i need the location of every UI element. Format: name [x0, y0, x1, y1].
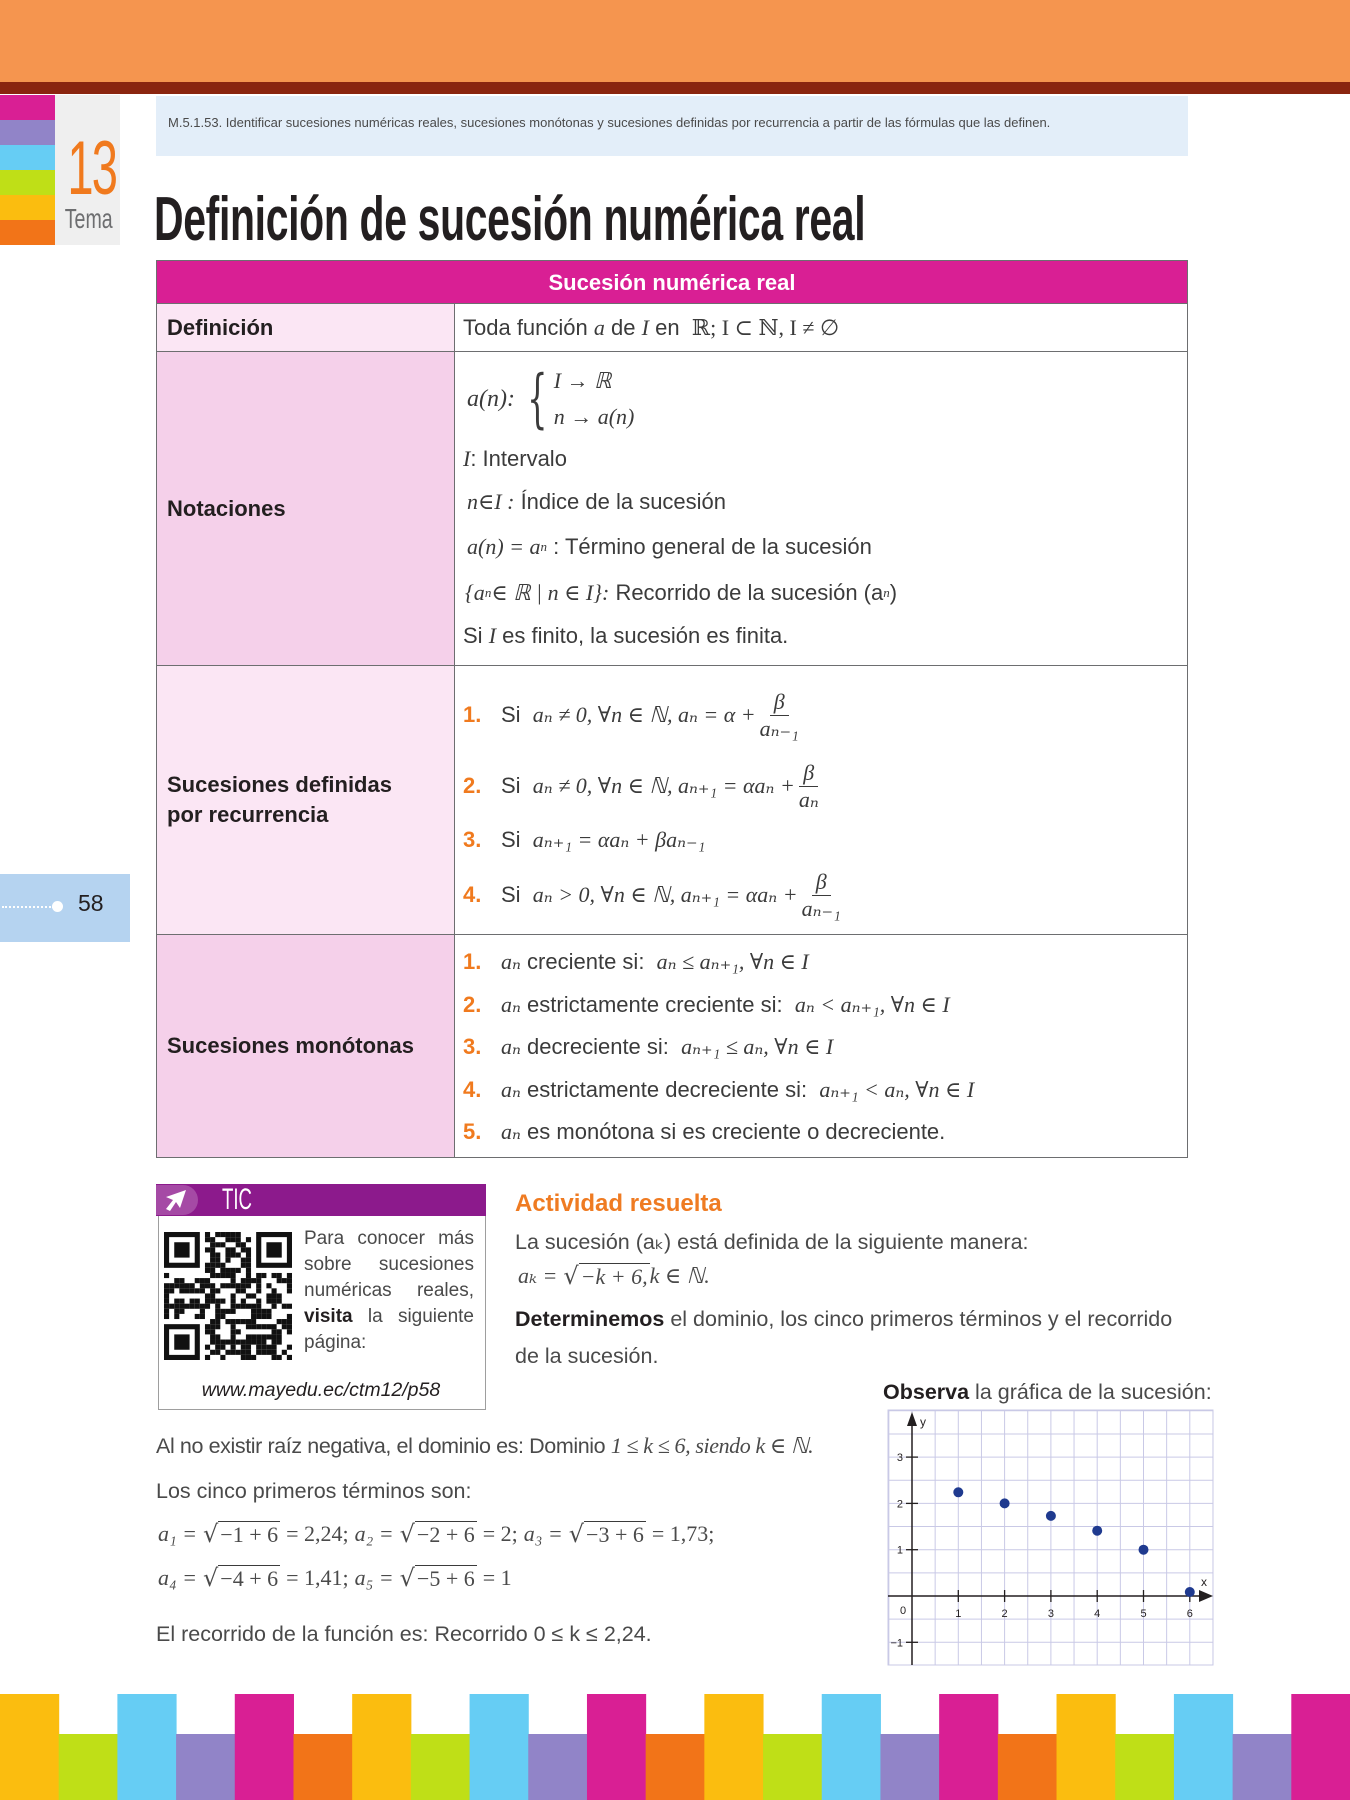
- x-tick-label: 3: [1047, 1608, 1054, 1620]
- qr-code-icon[interactable]: [164, 1232, 292, 1360]
- radicand: −4 + 6: [220, 1565, 279, 1591]
- def-math: ℝ; I ⊂ ℕ, I ≠ ∅: [691, 314, 840, 340]
- sqrt: [569, 1521, 646, 1548]
- stripe: [1174, 1694, 1233, 1800]
- row-content: [455, 666, 1187, 934]
- tic-url-link[interactable]: www.mayedu.ec/ctm12/p58: [201, 1379, 441, 1401]
- text: la siguiente página:: [304, 1306, 474, 1353]
- lhs: a₄ =: [158, 1565, 197, 1590]
- recurrence-item: [463, 820, 1187, 860]
- text: es monótona si es creciente o decreciente.: [527, 1119, 946, 1145]
- row-content: [455, 304, 1187, 351]
- dotted-line: [2, 906, 54, 908]
- stripe: [0, 220, 55, 245]
- sqrt-icon: √: [568, 1519, 585, 1548]
- stripe: [470, 1694, 529, 1800]
- math: 1 ≤ k ≤ 6, siendo k ∈ ℕ.: [610, 1433, 814, 1458]
- notation-finito: [463, 616, 1187, 656]
- rhs: k ∈ ℕ.: [649, 1263, 710, 1288]
- tema-label: Tema: [64, 203, 113, 234]
- x-tick-label: 2: [1001, 1608, 1008, 1620]
- row-label: Notaciones: [157, 352, 455, 665]
- text: : Término general de la sucesión: [553, 534, 872, 559]
- radicand: −3 + 6: [586, 1521, 644, 1547]
- sym: I: [463, 446, 471, 471]
- recurrence-item: [463, 860, 1187, 930]
- def-a: a: [593, 314, 605, 340]
- terms-line: [158, 1564, 518, 1592]
- text: Si: [463, 623, 483, 648]
- text: creciente si:: [527, 949, 645, 975]
- stripe: [411, 1734, 470, 1800]
- sub: n: [540, 539, 547, 554]
- sqrt: [563, 1263, 649, 1290]
- stripe: [646, 1734, 705, 1800]
- stripe: [59, 1734, 118, 1800]
- sym: I: [488, 623, 497, 648]
- si: Si: [501, 882, 521, 907]
- row-label: [157, 666, 455, 934]
- condition: aₙ₊₁ = αaₙ + βaₙ₋₁: [532, 827, 706, 852]
- monotone-item: [463, 1026, 1187, 1069]
- text: estrictamente decreciente si:: [527, 1076, 808, 1102]
- page-title: Definición de sucesión numérica real: [154, 185, 866, 254]
- stripe: [1057, 1694, 1116, 1800]
- y-tick-label: −1: [890, 1637, 903, 1650]
- item-number: 3.: [463, 1034, 482, 1060]
- si: Si: [501, 773, 521, 798]
- observa-text: [883, 1378, 1212, 1406]
- stripe: [528, 1734, 587, 1800]
- item-number: 1.: [463, 949, 482, 975]
- table-row-monotonas: [157, 935, 1187, 1157]
- recurrence-item: [463, 678, 1187, 752]
- term: [355, 1520, 518, 1548]
- lhs: a₃ =: [523, 1521, 563, 1546]
- stripe: [822, 1694, 881, 1800]
- lhs: a₁ =: [158, 1521, 197, 1546]
- sqrt-icon: √: [399, 1563, 415, 1592]
- x-axis-label: x: [1201, 1575, 1207, 1589]
- radicand: −2 + 6: [416, 1521, 475, 1547]
- activity-task-line2: de la sucesión.: [515, 1344, 659, 1368]
- stripe: [176, 1734, 235, 1800]
- monotone-item: [463, 1069, 1187, 1112]
- lhs: a₅ =: [354, 1565, 394, 1590]
- stripe: [1233, 1734, 1292, 1800]
- numerator: β: [770, 689, 789, 716]
- sub: n: [883, 585, 890, 600]
- sym: n∈I :: [467, 489, 515, 514]
- row-label: Sucesiones monótonas: [157, 935, 455, 1157]
- item-number: 1.: [463, 702, 482, 727]
- terminos-intro: Los cinco primeros términos son:: [156, 1479, 472, 1503]
- brace-icon: {: [527, 362, 548, 436]
- x-tick-label: 5: [1140, 1608, 1147, 1620]
- stripe: [0, 170, 55, 195]
- origin-label: 0: [900, 1605, 907, 1617]
- notation-termino: [463, 524, 1187, 570]
- notation-recorrido: [463, 570, 1187, 616]
- row-content: [455, 352, 1187, 665]
- text: la gráfica de la sucesión:: [975, 1380, 1212, 1404]
- stripe: [763, 1734, 822, 1800]
- case-2: n → a(n): [553, 404, 635, 429]
- stripe: [880, 1734, 939, 1800]
- left-color-stripes: [0, 95, 55, 245]
- stripe: [117, 1694, 176, 1800]
- label-line: por recurrencia: [167, 802, 329, 827]
- monotone-item: [463, 941, 1187, 984]
- table-row-notaciones: [157, 352, 1187, 666]
- bottom-color-stripes: [0, 1694, 1350, 1800]
- stripe: [0, 95, 55, 120]
- item-number: 5.: [463, 1119, 482, 1145]
- sqrt: [400, 1521, 477, 1548]
- condition: aₙ ≠ 0, ∀n ∈ ℕ, aₙ₊₁ = αaₙ +: [532, 773, 795, 798]
- sym: a(n) = a: [467, 534, 541, 559]
- stripe: [1115, 1734, 1174, 1800]
- item-number: 3.: [463, 827, 482, 852]
- text: Al no existir raíz negativa, el dominio es: Dominio: [156, 1434, 606, 1458]
- data-point: [1046, 1511, 1056, 1521]
- terms-line: [158, 1520, 720, 1548]
- y-tick-label: 3: [896, 1452, 903, 1465]
- stripe: [0, 195, 55, 220]
- text: Para conocer más sobre sucesiones numéricas reales,: [304, 1228, 474, 1301]
- tema-badge: [55, 95, 120, 245]
- condition: aₙ₊₁ ≤ aₙ, ∀n ∈ I: [681, 1034, 834, 1060]
- text: Índice de la sucesión: [520, 489, 727, 514]
- stripe: [0, 120, 55, 145]
- table-row-recurrencia: [157, 666, 1187, 935]
- text: decreciente si:: [527, 1034, 669, 1060]
- denominator: aₙ: [798, 786, 819, 812]
- activity-title: Actividad resuelta: [515, 1190, 722, 1217]
- y-tick-label: 2: [896, 1498, 903, 1511]
- func-lhs: a(n):: [467, 385, 515, 412]
- sqrt: [400, 1565, 477, 1592]
- top-banner: [0, 0, 1350, 82]
- row-content: [455, 935, 1187, 1157]
- rhs: = 2;: [482, 1521, 518, 1546]
- table-row-definicion: [157, 304, 1187, 352]
- page-number: 58: [78, 890, 104, 916]
- stripe: [352, 1694, 411, 1800]
- sqrt-icon: √: [202, 1563, 219, 1592]
- activity-intro: La sucesión (aₖ) está definida de la siguiente manera:: [515, 1230, 1029, 1254]
- stripe: [1291, 1694, 1350, 1800]
- rhs: = 2,24;: [286, 1521, 349, 1546]
- page-number-tab: [0, 874, 130, 942]
- term: [355, 1564, 512, 1592]
- term: [158, 1520, 349, 1548]
- cursor-arrow-icon: [162, 1188, 190, 1212]
- tema-number: 13: [67, 126, 117, 211]
- condition: aₙ₊₁ < aₙ, ∀n ∈ I: [819, 1076, 975, 1102]
- stripe: [939, 1694, 998, 1800]
- sym: {a: [465, 580, 485, 605]
- si: Si: [501, 702, 521, 727]
- function-mapping: [463, 360, 1187, 438]
- dominio-text: [156, 1432, 813, 1460]
- radicand: −1 + 6: [220, 1521, 279, 1547]
- stripe: [235, 1694, 294, 1800]
- skill-objective: M.5.1.53. Identificar sucesiones numéricas reales, sucesiones monótonas y sucesiones definidas por recurrencia a partir de las fórmulas que las definen.: [156, 96, 1188, 156]
- recorrido-text: El recorrido de la función es: Recorrido 0 ≤ k ≤ 2,24.: [156, 1622, 652, 1646]
- stripe: [998, 1734, 1057, 1800]
- lhs: aₖ =: [518, 1263, 558, 1288]
- table-title: Sucesión numérica real: [157, 261, 1187, 304]
- stripe: [587, 1694, 646, 1800]
- sqrt-icon: √: [563, 1261, 579, 1290]
- sub: n: [484, 585, 492, 600]
- subject: aₙ: [501, 949, 521, 975]
- x-tick-label: 4: [1094, 1608, 1101, 1620]
- lhs: a₂ =: [354, 1521, 394, 1546]
- tic-title: TIC: [222, 1183, 252, 1216]
- condition: aₙ < aₙ₊₁, ∀n ∈ I: [794, 991, 950, 1017]
- fraction: [799, 760, 819, 813]
- item-number: 4.: [463, 1076, 482, 1102]
- dot-icon: [52, 901, 63, 912]
- rhs: = 1,41;: [286, 1565, 349, 1590]
- fraction: [802, 869, 841, 922]
- data-point: [1139, 1545, 1149, 1555]
- item-number: 4.: [463, 882, 482, 907]
- stripe: [293, 1734, 352, 1800]
- y-tick-label: 1: [896, 1544, 903, 1557]
- def-I: I: [641, 314, 649, 340]
- numerator: β: [799, 760, 818, 787]
- item-number: 2.: [463, 991, 482, 1017]
- text: : Intervalo: [470, 446, 567, 471]
- condition: aₙ ≠ 0, ∀n ∈ ℕ, aₙ = α +: [532, 702, 756, 727]
- activity-task: [515, 1305, 1172, 1333]
- term: [158, 1564, 349, 1592]
- x-tick-label: 6: [1186, 1608, 1193, 1620]
- notation-intervalo: [463, 438, 1187, 480]
- y-axis-arrow-icon: [907, 1412, 917, 1426]
- stripe: [0, 1694, 59, 1800]
- tic-header: [156, 1184, 486, 1216]
- notation-indice: [463, 480, 1187, 524]
- text: Recorrido de la sucesión (a: [615, 580, 884, 605]
- x-axis-arrow-icon: [1199, 1590, 1213, 1602]
- rhs: = 1,73;: [651, 1521, 715, 1546]
- monotone-item: [463, 984, 1187, 1027]
- subject: aₙ: [501, 991, 521, 1017]
- def-text: Toda función: [463, 314, 588, 340]
- subject: aₙ: [501, 1119, 521, 1145]
- def-en: en: [655, 314, 680, 340]
- text-bold: Observa: [883, 1380, 970, 1404]
- activity-formula: [518, 1262, 710, 1290]
- sqrt: [203, 1565, 280, 1592]
- sym2: ∈ ℝ | n ∈ I}:: [491, 580, 610, 605]
- radicand: −5 + 6: [416, 1565, 475, 1591]
- numerator: β: [812, 869, 831, 896]
- subject: aₙ: [501, 1034, 521, 1060]
- condition: aₙ ≤ aₙ₊₁, ∀n ∈ I: [656, 949, 809, 975]
- sqrt-icon: √: [399, 1519, 415, 1548]
- close: ): [889, 580, 898, 605]
- monotone-item: [463, 1111, 1187, 1154]
- rhs: = 1: [482, 1565, 512, 1590]
- top-band: [0, 82, 1350, 94]
- subject: aₙ: [501, 1076, 521, 1102]
- label-line: Sucesiones definidas: [167, 772, 392, 797]
- x-tick-label: 1: [955, 1608, 962, 1620]
- denominator: aₙ₋₁: [759, 715, 799, 741]
- condition: aₙ > 0, ∀n ∈ ℕ, aₙ₊₁ = αaₙ +: [532, 882, 798, 907]
- text: es finito, la sucesión es finita.: [502, 623, 789, 648]
- tic-description: [304, 1226, 474, 1356]
- text: estrictamente creciente si:: [527, 991, 783, 1017]
- def-de: de: [611, 314, 636, 340]
- radicand: −k + 6,: [580, 1263, 648, 1289]
- case-1: I → ℝ: [553, 368, 612, 393]
- stripe: [0, 145, 55, 170]
- sqrt-icon: √: [202, 1519, 219, 1548]
- recurrence-item: [463, 752, 1187, 820]
- fraction: [760, 689, 799, 742]
- row-label: Definición: [157, 304, 455, 351]
- definition-table: [156, 260, 1188, 1158]
- sequence-chart: [880, 1408, 1220, 1670]
- sqrt: [203, 1521, 280, 1548]
- data-point: [1185, 1587, 1195, 1597]
- data-point: [953, 1487, 963, 1497]
- denominator: aₙ₋₁: [801, 895, 841, 921]
- stripe: [704, 1694, 763, 1800]
- item-number: 2.: [463, 773, 482, 798]
- text-bold: Determinemos: [515, 1307, 665, 1331]
- y-axis-label: y: [920, 1415, 926, 1429]
- text-bold: visita: [304, 1306, 353, 1327]
- term: [524, 1520, 715, 1548]
- si: Si: [501, 827, 521, 852]
- data-point: [1092, 1526, 1102, 1536]
- text: el dominio, los cinco primeros términos y el recorrido: [670, 1307, 1173, 1331]
- data-point: [1000, 1498, 1010, 1508]
